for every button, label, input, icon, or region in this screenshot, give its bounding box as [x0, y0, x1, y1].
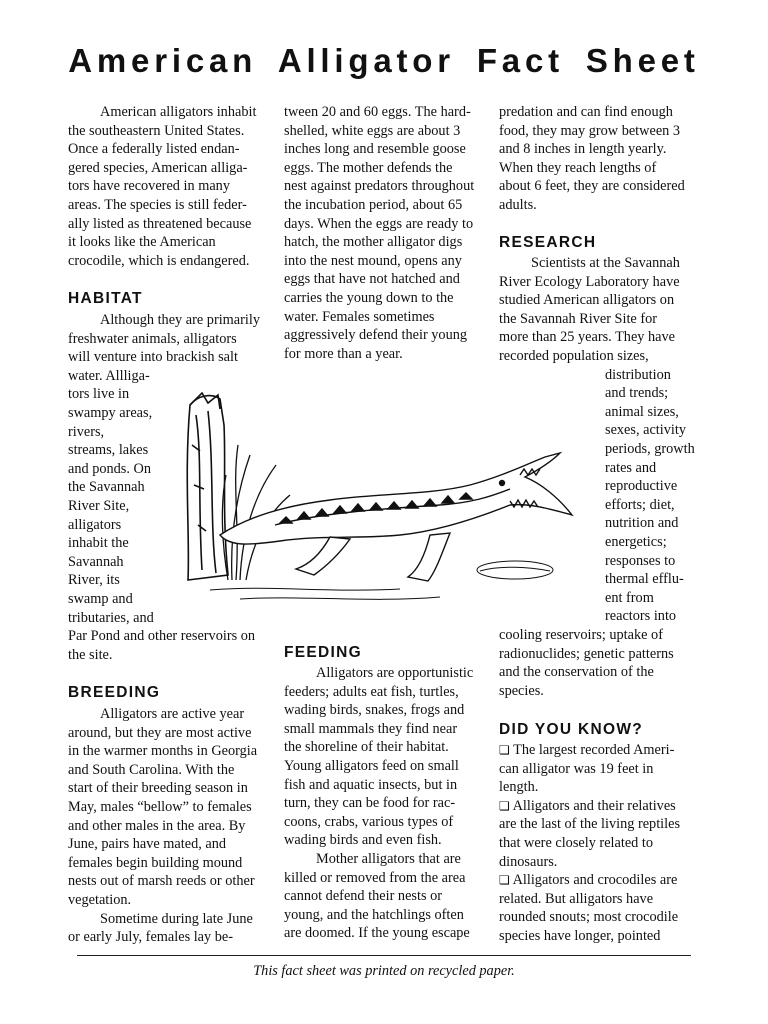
fact-line: related. But alligators have [499, 890, 654, 907]
breeding-cont-line: carries the young down to the [284, 290, 454, 306]
feeding-line: cannot defend their nests or [284, 888, 443, 905]
fact-line: that were closely related to [499, 835, 654, 851]
research-line: and trends; [605, 385, 669, 402]
research-line: River Ecology Laboratory have [499, 273, 680, 290]
breeding-line: start of their breeding season in [68, 780, 248, 797]
breeding-cont-line: nest against predators throughout [284, 178, 475, 195]
breeding-cont-line: eggs. The mother defends the [284, 159, 453, 176]
fact-line: rounded snouts; most crocodile [499, 909, 679, 926]
research-line: nutrition and [605, 515, 679, 532]
intro-line: Once a federally listed endan- [68, 141, 240, 158]
feeding-cont-line: predation and can find enough [499, 104, 673, 120]
breeding-cont-line: hatch, the mother alligator digs [284, 234, 463, 251]
breeding-heading: BREEDING [68, 684, 161, 701]
feeding-line: fish and aquatic insects, but in [284, 776, 458, 793]
research-line: animal sizes, [605, 403, 679, 420]
research-line: radionuclides; genetic patterns [499, 645, 674, 662]
habitat-line: alligators [68, 516, 122, 533]
habitat-line: the Savannah [68, 479, 145, 496]
research-line: thermal efflu- [605, 571, 684, 588]
fact-line [499, 797, 676, 816]
research-line: sexes, activity [605, 422, 686, 439]
page-title: American Alligator Fact Sheet [68, 42, 700, 79]
research-line: species. [499, 682, 544, 699]
feeding-line: killed or removed from the area [284, 869, 466, 886]
intro-line: it looks like the American [68, 234, 216, 251]
habitat-line: Savannah [68, 553, 124, 570]
feeding-line: Young alligators feed on small [284, 758, 459, 774]
research-line: more than 25 years. They have [499, 329, 676, 346]
research-line: cooling reservoirs; uptake of [499, 627, 663, 643]
research-line: Scientists at the Savannah [531, 255, 680, 271]
breeding-line: June, pairs have mated, and [68, 836, 227, 853]
breeding-line: or early July, females lay be- [68, 929, 234, 946]
breeding-cont-line: eggs that have not hatched and [284, 271, 460, 288]
research-line: rates and [605, 459, 657, 476]
breeding-cont-line: for more than a year. [284, 345, 403, 362]
feeding-cont-line: and 8 inches in length yearly. [499, 141, 667, 158]
feeding-line: young, and the hatchlings often [284, 906, 464, 923]
intro-line: ally listed as threatened because [68, 215, 252, 232]
water-ripples [210, 561, 553, 599]
habitat-line: streams, lakes [68, 442, 149, 459]
habitat-line: tributaries, and [68, 609, 154, 626]
habitat-line: River Site, [68, 498, 130, 514]
habitat-line: the site. [68, 646, 113, 663]
fact-text: The largest recorded Ameri- [513, 742, 675, 758]
fact-line: are the last of the living reptiles [499, 816, 681, 833]
habitat-line: Although they are primarily [100, 312, 261, 328]
breeding-line: and other males in the area. By [68, 817, 246, 834]
breeding-line: May, males “bellow” to females [68, 799, 252, 815]
habitat-line: rivers, [68, 423, 105, 440]
feeding-cont-line: about 6 feet, they are considered [499, 178, 685, 195]
habitat-line: freshwater animals, alligators [68, 330, 237, 347]
intro-line: areas. The species is still feder- [68, 197, 247, 213]
research-line: periods, growth [605, 441, 695, 457]
feeding-heading: FEEDING [284, 644, 362, 661]
alligator-body [220, 453, 572, 581]
breeding-cont-line: tween 20 and 60 eggs. The hard- [284, 104, 471, 120]
feeding-line: the shoreline of their habitat. [284, 739, 449, 756]
footer-rule [77, 955, 691, 956]
breeding-line: and South Carolina. With the [68, 761, 235, 778]
research-line: reactors into [605, 608, 677, 625]
breeding-cont-line: inches long and resemble goose [284, 141, 466, 158]
research-line: reproductive [605, 478, 678, 495]
checkbox-icon: ❏ [499, 798, 510, 813]
habitat-heading: HABITAT [68, 290, 143, 307]
checkbox-icon: ❏ [499, 743, 510, 757]
habitat-line: swamp and [68, 591, 133, 607]
intro-line: American alligators inhabit [100, 104, 257, 120]
breeding-line: nests out of marsh reeds or other [68, 873, 255, 890]
breeding-cont-line: into the nest mound, opens any [284, 252, 462, 269]
research-line: and the conservation of the [499, 664, 654, 681]
fact-line: dinosaurs. [499, 853, 558, 870]
habitat-line: and ponds. On [68, 460, 151, 477]
feeding-line: turn, they can be food for rac- [284, 795, 456, 812]
fact-line: can alligator was 19 feet in [499, 760, 654, 777]
habitat-line: Par Pond and other reservoirs on [68, 628, 256, 645]
research-heading: RESEARCH [499, 234, 597, 251]
breeding-line: Sometime during late June [100, 910, 253, 927]
research-line: energetics; [605, 534, 667, 550]
feeding-cont-line: adults. [499, 197, 537, 213]
habitat-line: tors live in [68, 386, 130, 403]
feeding-line: wading birds and even fish. [284, 832, 442, 849]
research-line: recorded population sizes, [499, 348, 649, 364]
fact-line: length. [499, 779, 539, 796]
fact-text: Alligators and their relatives [512, 797, 676, 814]
footer-note: This fact sheet was printed on recycled paper. [253, 963, 515, 979]
alligator-illustration [180, 385, 600, 615]
intro-line: crocodile, which is endangered. [68, 252, 250, 269]
research-line: distribution [605, 366, 671, 383]
breeding-line: vegetation. [68, 892, 132, 908]
intro-line: the southeastern United States. [68, 122, 245, 139]
intro-line: tors have recovered in many [68, 178, 230, 195]
breeding-line: Alligators are active year [100, 706, 245, 722]
feeding-line: coons, crabs, various types of [284, 813, 454, 830]
feeding-cont-line: food, they may grow between 3 [499, 122, 681, 139]
habitat-line: River, its [68, 572, 120, 589]
habitat-line: swampy areas, [68, 405, 153, 421]
feeding-cont-line: When they reach lengths of [499, 159, 657, 176]
breeding-line: in the warmer months in Georgia [68, 743, 258, 760]
checkbox-icon: ❏ [499, 873, 510, 888]
breeding-cont-line: the incubation period, about 65 [284, 197, 463, 213]
research-line: studied American alligators on [499, 292, 675, 309]
research-line: responses to [605, 552, 676, 569]
habitat-line: inhabit the [68, 535, 129, 552]
fact-text: Alligators and crocodiles are [512, 872, 678, 889]
breeding-line: around, but they are most active [68, 724, 252, 741]
fact-line [499, 871, 677, 890]
breeding-line: females begin building mound [68, 854, 243, 871]
feeding-line: small mammals they find near [284, 720, 458, 737]
tree-stump [187, 393, 228, 580]
research-line: the Savannah River Site for [499, 310, 658, 327]
breeding-cont-line: water. Females sometimes [284, 308, 435, 325]
fact-line [499, 741, 674, 760]
feeding-line: wading birds, snakes, frogs and [284, 702, 465, 719]
breeding-cont-line: aggressively defend their young [284, 327, 468, 344]
feeding-line: Mother alligators that are [316, 851, 461, 867]
fact-line: species have longer, pointed [499, 928, 661, 944]
feeding-line: Alligators are opportunistic [316, 665, 474, 681]
feeding-line: feeders; adults eat fish, turtles, [284, 683, 459, 700]
did-you-know-heading: DID YOU KNOW? [499, 721, 644, 738]
breeding-cont-line: days. When the eggs are ready to [284, 215, 474, 232]
research-line: efforts; diet, [605, 496, 675, 513]
breeding-cont-line: shelled, white eggs are about 3 [284, 122, 461, 139]
habitat-line: water. Allliga- [68, 367, 150, 384]
feeding-line: are doomed. If the young escape [284, 925, 470, 942]
research-line: ent from [605, 589, 654, 606]
habitat-line: will venture into brackish salt [68, 349, 238, 366]
intro-line: gered species, American alliga- [68, 159, 248, 176]
